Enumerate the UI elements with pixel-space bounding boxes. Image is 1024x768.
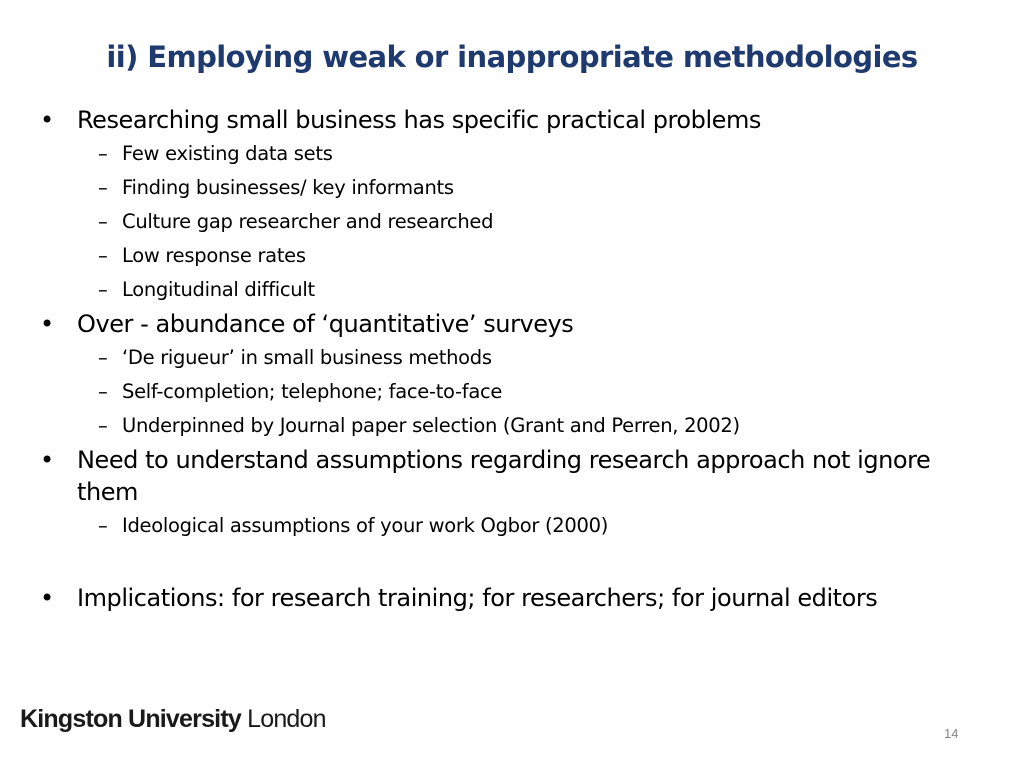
sub-item-text: Finding businesses/ key informants — [122, 176, 454, 199]
sub-list — [40, 509, 940, 543]
bullet-item — [40, 104, 940, 136]
bullet-icon: • — [40, 106, 54, 134]
sub-item — [40, 239, 940, 273]
slide-body — [40, 104, 940, 614]
dash-icon: – — [98, 142, 108, 165]
sub-item-text: Self-completion; telephone; face-to-face — [122, 380, 503, 403]
dash-icon: – — [98, 176, 108, 199]
dash-icon: – — [98, 414, 108, 437]
sub-item — [40, 341, 940, 375]
slide-title: ii) Employing weak or inappropriate methodologies — [106, 40, 918, 74]
logo-strong-text: Kingston University — [20, 705, 241, 733]
sub-item-text: Ideological assumptions of your work Ogbor (2000) — [122, 514, 609, 537]
bullet-text: Implications: for research training; for researchers; for journal editors — [77, 584, 878, 612]
spacer — [40, 544, 940, 582]
dash-icon: – — [98, 278, 108, 301]
sub-list — [40, 137, 940, 307]
bullet-item — [40, 444, 940, 508]
page-number: 14 — [944, 726, 959, 741]
dash-icon: – — [98, 244, 108, 267]
sub-item — [40, 137, 940, 171]
dash-icon: – — [98, 380, 108, 403]
bullet-item — [40, 582, 940, 614]
bullet-icon: • — [40, 584, 54, 612]
sub-item-text: Underpinned by Journal paper selection (Grant and Perren, 2002) — [122, 414, 740, 437]
bullet-item — [40, 308, 940, 340]
bullet-text: Need to understand assumptions regarding research approach not ignore them — [77, 446, 931, 506]
sub-item — [40, 205, 940, 239]
dash-icon: – — [98, 514, 108, 537]
sub-item-text: Few existing data sets — [122, 142, 333, 165]
sub-item-text: Low response rates — [122, 244, 306, 267]
sub-list — [40, 341, 940, 443]
dash-icon: – — [98, 346, 108, 369]
sub-item — [40, 509, 940, 543]
sub-item-text: ‘De rigueur’ in small business methods — [122, 346, 492, 369]
dash-icon: – — [98, 210, 108, 233]
sub-item — [40, 409, 940, 443]
sub-item-text: Culture gap researcher and researched — [122, 210, 494, 233]
bullet-text: Researching small business has specific practical problems — [77, 106, 761, 134]
bullet-text: Over - abundance of ‘quantitative’ surveys — [77, 310, 574, 338]
logo-light-text: London — [247, 705, 326, 733]
bullet-icon: • — [40, 446, 54, 474]
kingston-university-logo — [20, 705, 326, 734]
bullet-icon: • — [40, 310, 54, 338]
sub-item-text: Longitudinal difficult — [122, 278, 315, 301]
sub-item — [40, 375, 940, 409]
sub-item — [40, 171, 940, 205]
sub-item — [40, 273, 940, 307]
